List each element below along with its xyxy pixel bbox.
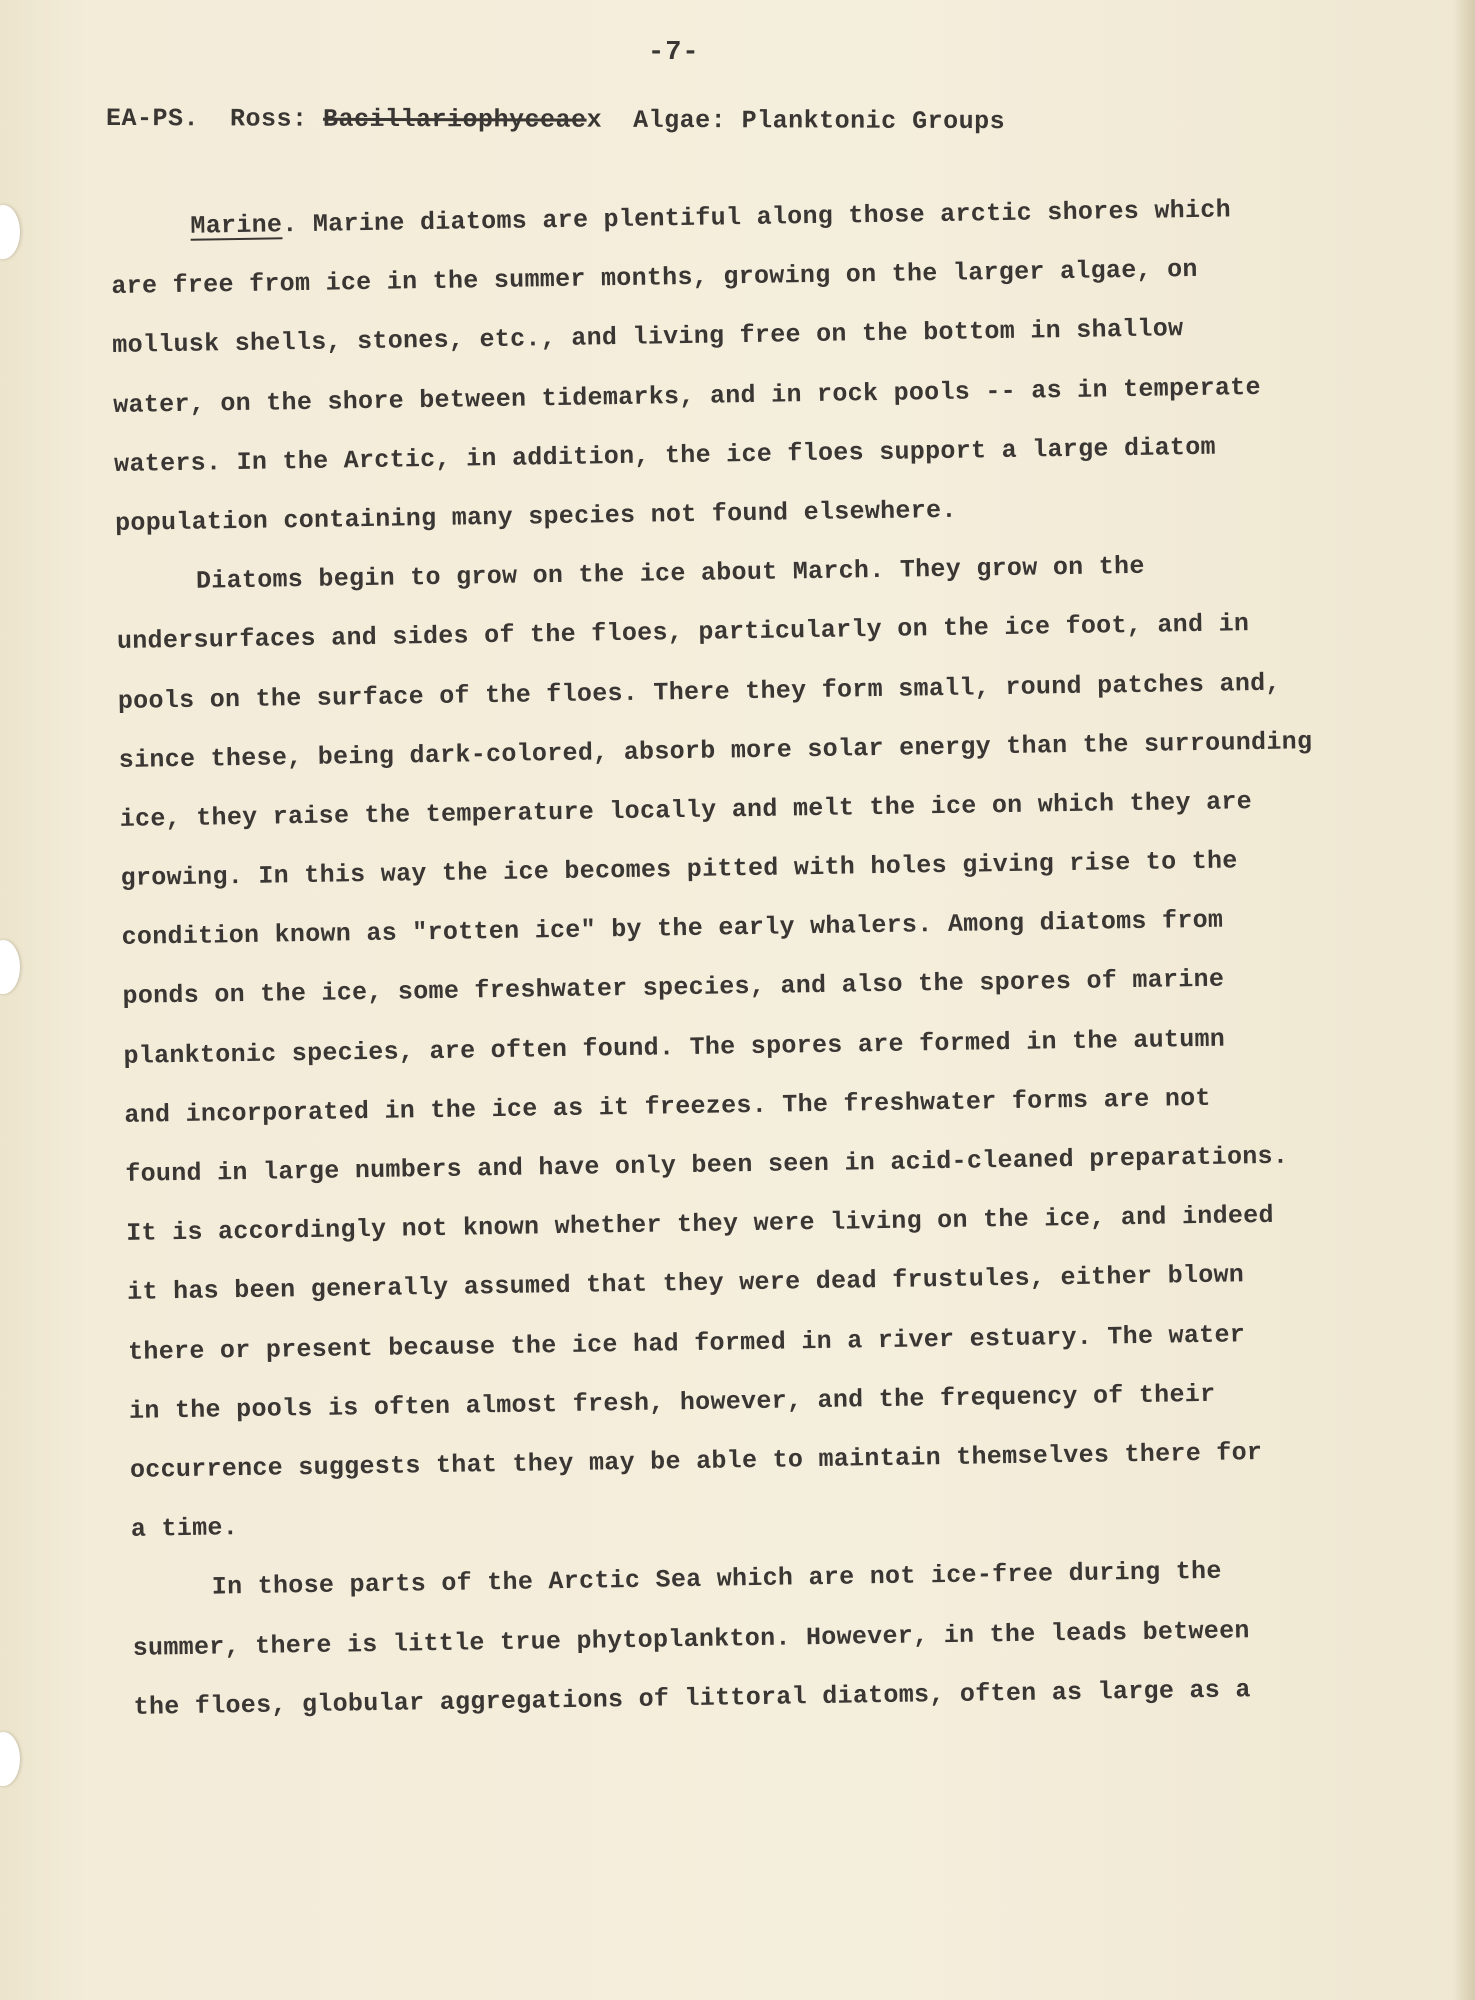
text-line: found in large numbers and have only been seen in acid-cleaned preparations.: [125, 1141, 1289, 1189]
text-line: are free from ice in the summer months, growing on the larger algae, on: [111, 255, 1198, 302]
paragraph-marine: [110, 179, 1335, 553]
text-line: summer, there is little true phytoplankton. However, in the leads between: [132, 1615, 1250, 1663]
punch-hole: [0, 940, 20, 994]
text-line: mollusk shells, stones, etc., and living free on the bottom in shallow: [112, 314, 1184, 361]
punch-hole: [0, 205, 20, 259]
text-line: Diatoms begin to grow on the ice about March. They grow on the: [195, 551, 1145, 596]
body-text: [110, 179, 1354, 1737]
text-line: ponds on the ice, some freshwater species, and also the spores of marine: [122, 965, 1225, 1012]
text-line: condition known as "rotten ice" by the early whalers. Among diatoms from: [121, 905, 1224, 953]
text-line: pools on the surface of the floes. There they form small, round patches and,: [117, 668, 1281, 716]
text-line: occurrence suggests that they may be able to maintain themselves there for: [129, 1437, 1263, 1485]
struck-out-word: Bacillariophyceae: [322, 104, 587, 135]
text-line-rest: . Marine diatoms are plentiful along those arctic shores which: [282, 195, 1232, 240]
text-line: and incorporated in the ice as it freezes. The freshwater forms are not: [124, 1083, 1211, 1130]
text-line: there or present because the ice had formed in a river estuary. The water: [127, 1319, 1246, 1367]
page-number: -7-: [648, 38, 700, 68]
page-edge-shadow: [1453, 0, 1475, 2000]
text-line: waters. In the Arctic, in addition, the ice floes support a large diatom: [113, 432, 1217, 479]
text-line: it has been generally assumed that they were dead frustules, either blown: [126, 1260, 1245, 1308]
text-line: ice, they raise the temperature locally and melt the ice on which they are: [119, 787, 1253, 834]
header-struck-tail: x: [586, 105, 603, 135]
text-line: water, on the shore between tidemarks, and in rock pools -- as in temperate: [113, 372, 1262, 420]
paragraph-phytoplankton: [131, 1540, 1354, 1737]
document-header: [106, 104, 1005, 136]
text-line: planktonic species, are often found. The spores are formed in the autumn: [123, 1024, 1226, 1071]
header-subject: Algae: Planktonic Groups: [602, 105, 1006, 137]
text-line: since these, being dark-colored, absorb more solar energy than the surrounding: [118, 726, 1313, 775]
text-line: the floes, globular aggregations of littoral diatoms, often as large as a: [133, 1674, 1251, 1722]
text-line: undersurfaces and sides of the floes, particularly on the ice foot, and in: [116, 609, 1250, 657]
text-line: growing. In this way the ice becomes pitted with holes giving rise to the: [120, 846, 1238, 893]
section-label-marine: Marine: [190, 210, 283, 241]
text-line: in the pools is often almost fresh, however, and the frequency of their: [128, 1379, 1216, 1426]
text-line: It is accordingly not known whether they were living on the ice, and indeed: [126, 1201, 1275, 1249]
text-line: population containing many species not found elsewhere.: [114, 495, 957, 538]
paragraph-ice-diatoms: [116, 534, 1352, 1559]
punch-hole: [0, 1732, 20, 1786]
text-line: a time.: [130, 1513, 239, 1544]
header-prefix: EA-PS. Ross:: [105, 104, 324, 134]
text-line: In those parts of the Arctic Sea which are not ice-free during the: [211, 1557, 1222, 1602]
